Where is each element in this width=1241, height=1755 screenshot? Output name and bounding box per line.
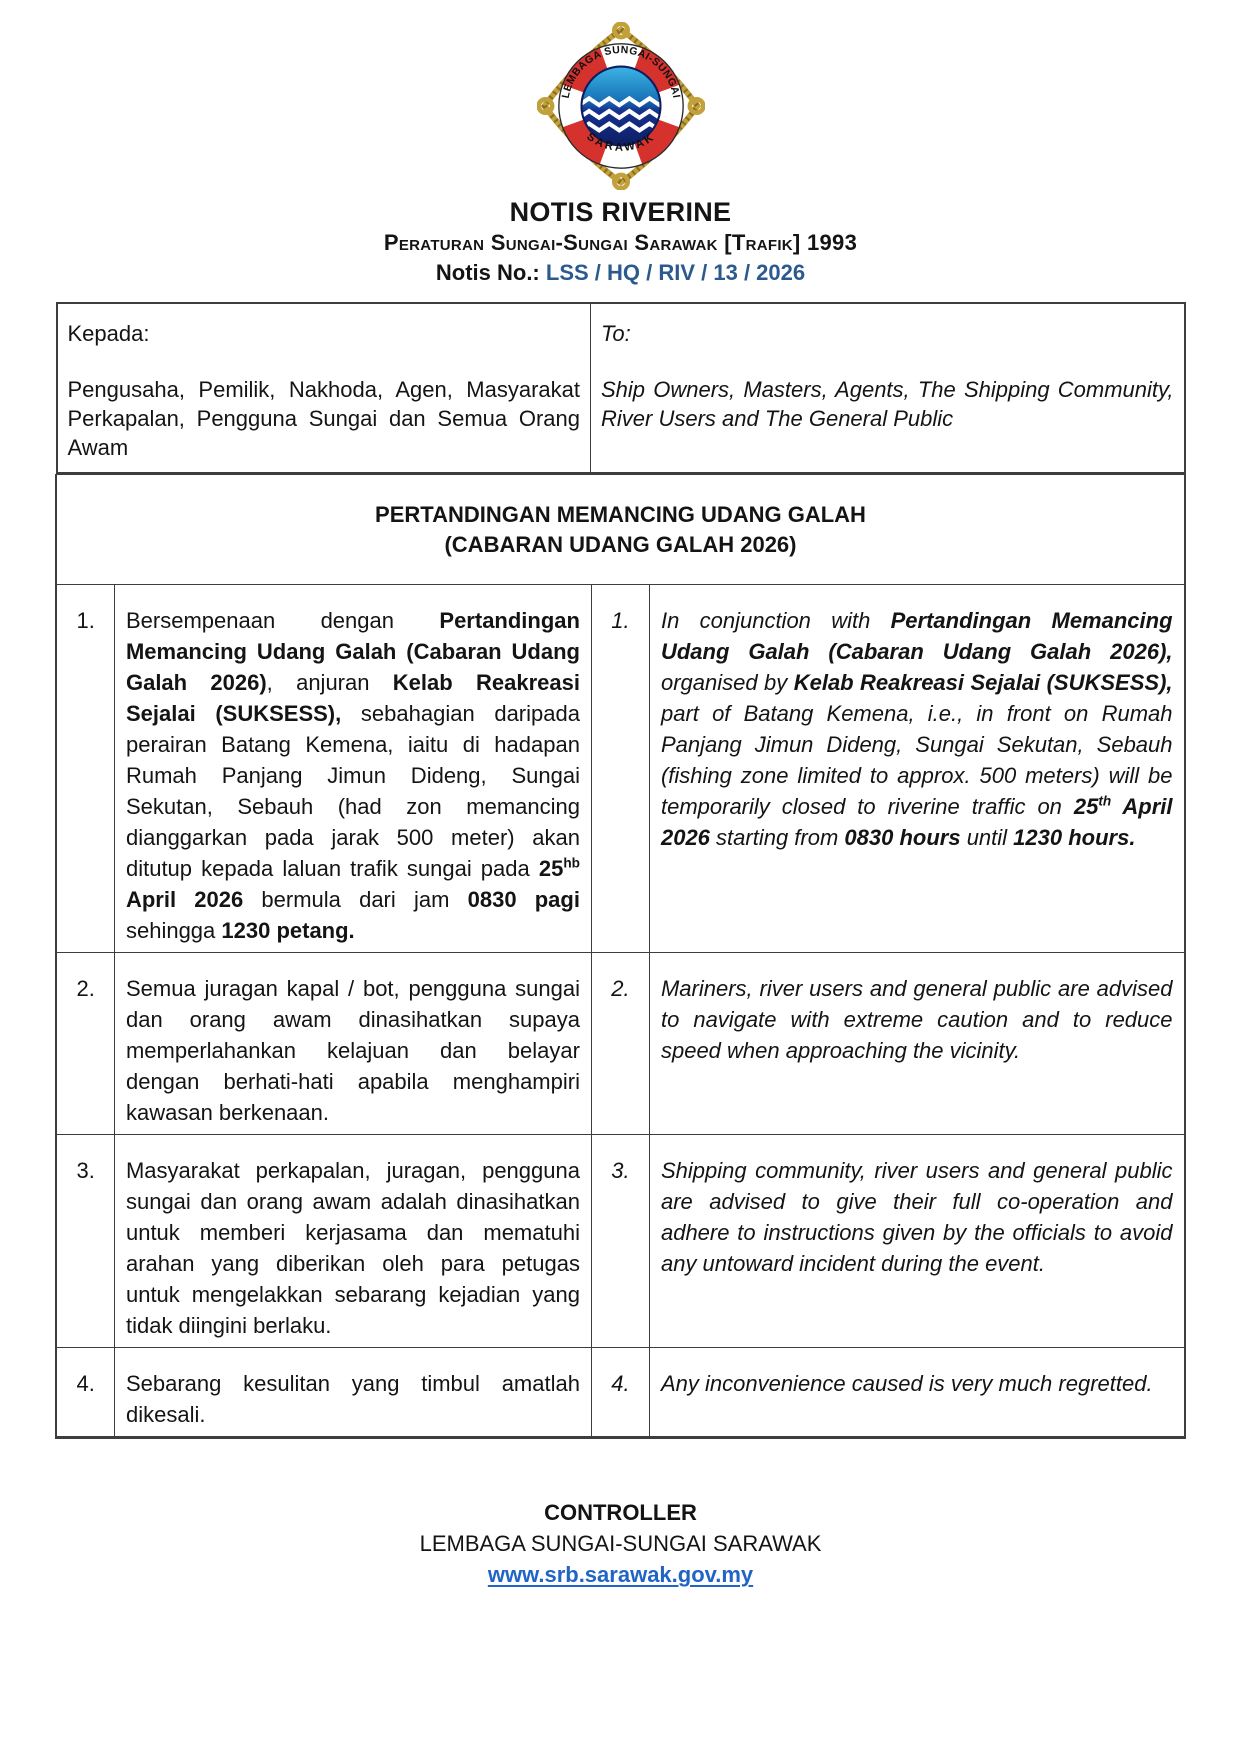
website-link[interactable]: www.srb.sarawak.gov.my (487, 1562, 754, 1587)
to-cell (591, 303, 1185, 473)
event-title-line2: (CABARAN UDANG GALAH 2026) (444, 532, 797, 557)
signature-block (0, 1497, 1241, 1593)
item-row-3 (56, 1135, 1184, 1348)
item-row-2 (56, 953, 1184, 1135)
notice-title: NOTIS RIVERINE (509, 197, 732, 227)
addressee-table (56, 302, 1186, 474)
item-3-text-ms: Masyarakat perkapalan, juragan, pengguna sungai dan orang awam adalah dinasihatkan untuk memberi kerjasama dan mematuhi arahan yang diberikan oleh para petugas untuk mengelakkan sebarang kejadian yang tidak diingini berlaku. (114, 1135, 591, 1348)
item-3-text-en: Shipping community, river users and general public are advised to give their full co-operation and adhere to instructions given by the officials to avoid any untoward incident during the event. (649, 1135, 1184, 1348)
kepada-body: Pengusaha, Pemilik, Nakhoda, Agen, Masyarakat Perkapalan, Pengguna Sungai dan Semua Orang Awam (67, 377, 580, 460)
event-title (56, 475, 1184, 585)
notice-number-line (0, 258, 1241, 288)
item-4-text-ms: Sebarang kesulitan yang timbul amatlah dikesali. (114, 1348, 591, 1438)
notice-subtitle: Peraturan Sungai-Sungai Sarawak [Trafik] 1993 (383, 230, 858, 255)
agency-lifebuoy-logo (537, 22, 705, 190)
item-3-number-ms: 3. (56, 1135, 114, 1348)
notice-number-value: LSS / HQ / RIV / 13 / 2026 (545, 260, 806, 285)
item-1-number-en: 1. (591, 585, 649, 953)
to-body: Ship Owners, Masters, Agents, The Shipping Community, River Users and The General Public (601, 377, 1174, 431)
item-row-4 (56, 1348, 1184, 1438)
event-title-line1: PERTANDINGAN MEMANCING UDANG GALAH (375, 502, 866, 527)
item-row-1 (56, 585, 1184, 953)
item-1-text-en: In conjunction with Pertandingan Memancing Udang Galah (Cabaran Udang Galah 2026), organised by Kelab Reakreasi Sejalai (SUKSESS), part of Batang Kemena, i.e., in front on Rumah Panjang Jimun Dideng, Sungai Sekutan, Sebauh (fishing zone limited to approx. 500 meters) will be temporarily closed to riverine traffic on 25th April 2026 starting from 0830 hours until 1230 hours. (649, 585, 1184, 953)
item-4-number-en: 4. (591, 1348, 649, 1438)
to-label: To: (601, 321, 631, 346)
notice-body-table (55, 474, 1185, 1439)
kepada-label: Kepada: (67, 321, 150, 346)
notice-number-label: Notis No.: (435, 260, 540, 285)
logo-bottom-text: SARAWAK (583, 130, 658, 154)
item-2-number-ms: 2. (56, 953, 114, 1135)
item-3-number-en: 3. (591, 1135, 649, 1348)
organisation-name: LEMBAGA SUNGAI-SUNGAI SARAWAK (419, 1531, 822, 1556)
controller-title: CONTROLLER (544, 1500, 697, 1525)
item-2-text-en: Mariners, river users and general public are advised to navigate with extreme caution and to reduce speed when approaching the vicinity. (649, 953, 1184, 1135)
logo-top-text: LEMBAGA SUNGAI-SUNGAI (559, 43, 682, 100)
item-2-number-en: 2. (591, 953, 649, 1135)
item-1-text-ms: Bersempenaan dengan Pertandingan Memancing Udang Galah (Cabaran Udang Galah 2026), anjuran Kelab Reakreasi Sejalai (SUKSESS), sebahagian daripada perairan Batang Kemena, iaitu di hadapan Rumah Panjang Jimun Dideng, Sungai Sekutan, Sebauh (had zon memancing dianggarkan pada jarak 500 meter) akan ditutup kepada laluan trafik sungai pada $25^{hb}$ April 2026 bermula dari jam 0830 pagi sehingga 1230 petang. (114, 585, 591, 953)
kepada-cell (57, 303, 591, 473)
item-1-number-ms: 1. (56, 585, 114, 953)
item-4-number-ms: 4. (56, 1348, 114, 1438)
item-4-text-en: Any inconvenience caused is very much regretted. (649, 1348, 1184, 1438)
item-2-text-ms: Semua juragan kapal / bot, pengguna sungai dan orang awam dinasihatkan supaya memperlahankan kelajuan dan belayar dengan berhati-hati apabila menghampiri kawasan berkenaan. (114, 953, 591, 1135)
